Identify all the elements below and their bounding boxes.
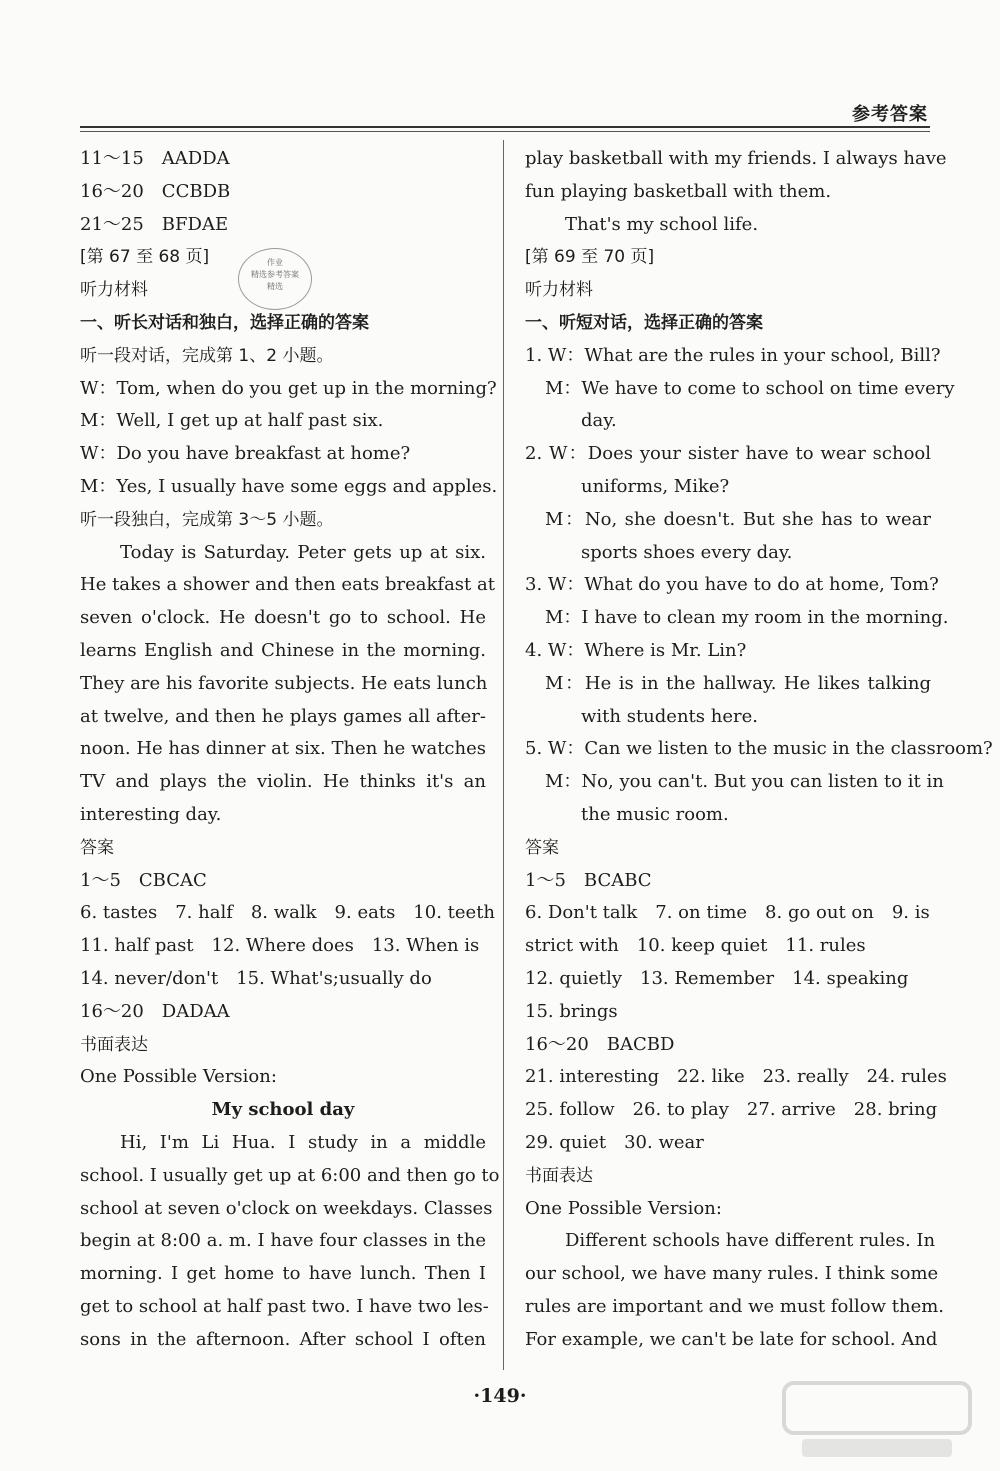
right-column-line: [第 69 至 70 页] xyxy=(525,247,655,268)
right-column-line: 4. W：Where is Mr. Lin? xyxy=(525,639,747,661)
right-column-line: 29. quiet 30. wear xyxy=(525,1131,704,1153)
right-column-line: day. xyxy=(581,410,617,432)
right-column-line: 答案 xyxy=(525,837,559,858)
column-divider xyxy=(503,140,504,1370)
left-column-line: He takes a shower and then eats breakfast at xyxy=(80,574,495,596)
right-column-line: with students here. xyxy=(581,705,758,727)
right-column-line: uniforms, Mike? xyxy=(581,475,730,497)
right-column-line: 6. Don't talk 7. on time 8. go out on 9. is xyxy=(525,902,930,924)
header-rule-thin xyxy=(80,131,930,132)
left-column-line: 一、听长对话和独白，选择正确的答案 xyxy=(80,312,369,333)
right-column-line: 听力材料 xyxy=(525,280,593,301)
left-column-line: They are his favorite subjects. He eats lunch xyxy=(80,672,488,694)
right-column-line: 25. follow 26. to play 27. arrive 28. bring xyxy=(525,1099,938,1121)
right-column-line: 3. W：What do you have to do at home, Tom? xyxy=(525,574,939,596)
left-column-line: school. I usually get up at 6:00 and then go to xyxy=(80,1164,500,1186)
left-column-line: seven o'clock. He doesn't go to school. He xyxy=(80,607,486,629)
left-column-line: get to school at half past two. I have two les- xyxy=(80,1295,489,1317)
left-column-line: Hi, I'm Li Hua. I study in a middle xyxy=(120,1131,486,1153)
left-column-line: 听一段独白，完成第 3～5 小题。 xyxy=(80,509,334,530)
left-column-line: noon. He has dinner at six. Then he watches xyxy=(80,738,486,760)
left-column-line: 21～25 BFDAE xyxy=(80,213,229,235)
right-column-line: M：He is in the hallway. He likes talking xyxy=(545,672,931,694)
right-column-line: our school, we have many rules. I think some xyxy=(525,1263,939,1285)
left-column-line: TV and plays the violin. He thinks it's an xyxy=(80,771,486,793)
left-column-line: 听力材料 xyxy=(80,280,148,301)
stamp-seal: 作业 精选参考答案 精选 xyxy=(238,248,312,310)
left-column-line: 14. never/don't 15. What's;usually do xyxy=(80,967,432,989)
header-title: 参考答案 xyxy=(852,104,928,125)
right-column-line: Different schools have different rules. In xyxy=(565,1230,936,1252)
left-column-line: 16～20 DADAA xyxy=(80,1000,230,1022)
left-column-line: 答案 xyxy=(80,837,114,858)
left-column-line: M：Yes, I usually have some eggs and apples. xyxy=(80,475,498,497)
left-column-line: 6. tastes 7. half 8. walk 9. eats 10. teeth xyxy=(80,902,496,924)
left-column-line: [第 67 至 68 页] xyxy=(80,247,210,268)
right-column-line: 5. W：Can we listen to the music in the classroom? xyxy=(525,738,993,760)
right-column-line: fun playing basketball with them. xyxy=(525,180,832,202)
left-column-line: interesting day. xyxy=(80,803,222,825)
right-column-line: 12. quietly 13. Remember 14. speaking xyxy=(525,967,909,989)
right-column-line: 书面表达 xyxy=(525,1165,593,1186)
left-column-line: 11. half past 12. Where does 13. When is xyxy=(80,935,480,957)
left-column-line: Today is Saturday. Peter gets up at six. xyxy=(120,541,486,563)
left-column xyxy=(80,143,500,1356)
watermark-logo xyxy=(782,1381,972,1461)
right-column-line: M：No, she doesn't. But she has to wear xyxy=(545,508,931,530)
right-column-line: play basketball with my friends. I always have xyxy=(525,148,947,169)
right-column-line: 1～5 BCABC xyxy=(525,869,652,891)
right-column-line: M：No, you can't. But you can listen to it in xyxy=(545,771,944,793)
left-column-line: sons in the afternoon. After school I often xyxy=(80,1328,486,1350)
right-column-line: 15. brings xyxy=(525,1000,618,1022)
right-column-line: 21. interesting 22. like 23. really 24. rules xyxy=(525,1066,947,1088)
left-column-line: M：Well, I get up at half past six. xyxy=(80,410,384,432)
left-column-line: W：Do you have breakfast at home? xyxy=(80,443,411,465)
right-column-line: One Possible Version: xyxy=(525,1197,722,1219)
right-column-line: strict with 10. keep quiet 11. rules xyxy=(525,935,866,957)
left-column-line: 听一段对话，完成第 1、2 小题。 xyxy=(80,345,334,366)
left-column-line: learns English and Chinese in the morning. xyxy=(80,639,486,661)
left-column-line: One Possible Version: xyxy=(80,1066,277,1088)
left-column-line: school at seven o'clock on weekdays. Classes xyxy=(80,1197,493,1219)
left-column-line: 16～20 CCBDB xyxy=(80,180,231,202)
right-column-line: 16～20 BACBD xyxy=(525,1033,675,1055)
left-column-line: at twelve, and then he plays games all after- xyxy=(80,705,486,727)
right-column-line: 1. W：What are the rules in your school, Bill? xyxy=(525,344,941,366)
left-column-line: My school day xyxy=(211,1099,355,1121)
right-column-line: 2. W：Does your sister have to wear school xyxy=(525,443,931,465)
left-column-line: begin at 8:00 a. m. I have four classes in the xyxy=(80,1230,486,1252)
right-column-line: sports shoes every day. xyxy=(581,541,793,563)
left-column-line: 11～15 AADDA xyxy=(80,148,230,169)
header-rule xyxy=(80,126,930,128)
right-column-line: M：I have to clean my room in the morning. xyxy=(545,607,949,629)
page-number: ·149· xyxy=(473,1385,527,1407)
left-column-line: 书面表达 xyxy=(80,1034,148,1055)
left-column-line: morning. I get home to have lunch. Then I xyxy=(80,1263,486,1285)
right-column-line: M：We have to come to school on time every xyxy=(545,377,955,399)
right-column-line: 一、听短对话，选择正确的答案 xyxy=(525,312,763,333)
right-column-line: rules are important and we must follow them. xyxy=(525,1295,945,1317)
right-column-line: That's my school life. xyxy=(565,213,759,235)
right-column xyxy=(525,143,993,1356)
left-column-line: 1～5 CBCAC xyxy=(80,869,207,891)
right-column-line: For example, we can't be late for school. And xyxy=(525,1328,938,1350)
left-column-line: W：Tom, when do you get up in the morning? xyxy=(80,377,497,399)
right-column-line: the music room. xyxy=(581,803,729,825)
